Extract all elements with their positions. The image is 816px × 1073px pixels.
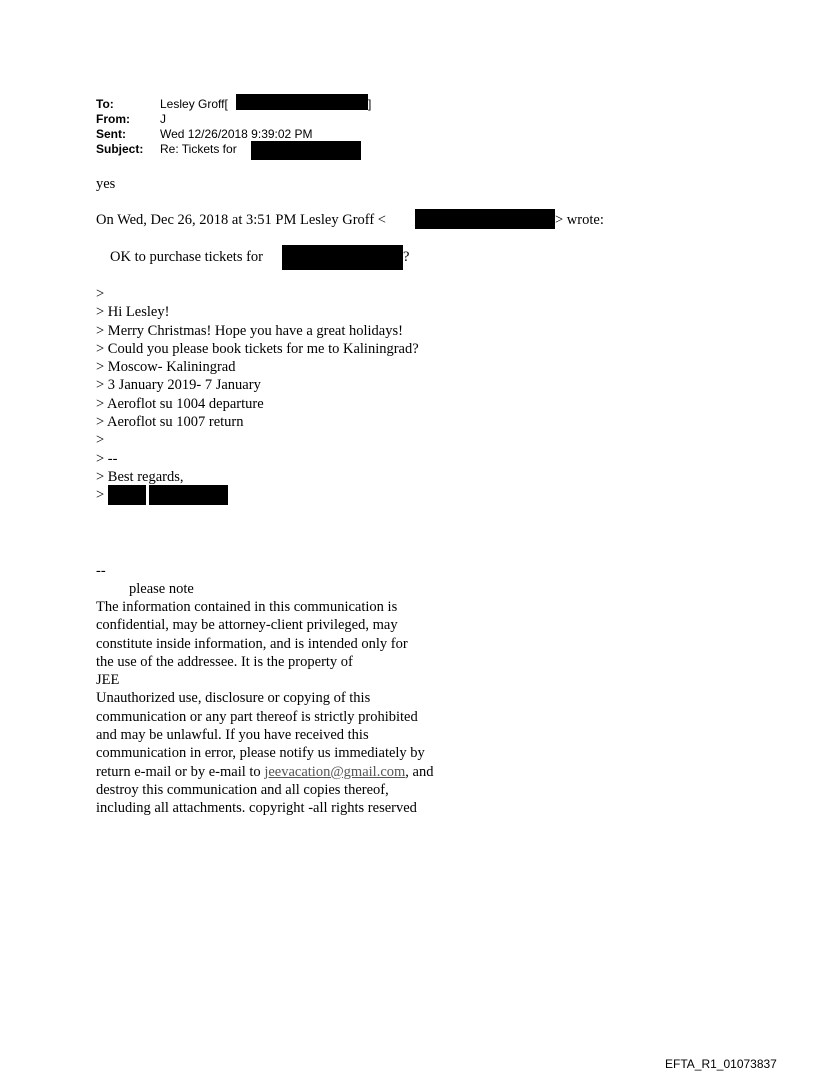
disclaimer-line: communication or any part thereof is strictly prohibited xyxy=(96,708,418,725)
disclaimer-line: communication in error, please notify us immediately by xyxy=(96,745,425,762)
quoted-line: > 3 January 2019- 7 January xyxy=(96,377,261,394)
sent-label: Sent: xyxy=(96,127,126,141)
subject-value: Re: Tickets for xyxy=(160,142,237,156)
quoted-message xyxy=(96,285,419,505)
signature-dashes: -- xyxy=(96,563,106,579)
disclaimer-email-line xyxy=(96,763,433,781)
to-value: Lesley Groff[ xyxy=(160,97,228,111)
quoted-line: > -- xyxy=(96,450,118,467)
quote-intro-tail: > wrote: xyxy=(555,212,604,228)
redaction-to-email xyxy=(236,94,368,110)
disclaimer-line: including all attachments. copyright -all rights reserved xyxy=(96,800,417,817)
quoted-line: > xyxy=(96,286,105,302)
ok-purchase-qmark: ? xyxy=(403,249,410,265)
quoted-line: > xyxy=(96,487,105,504)
disclaimer-line: the use of the addressee. It is the property of xyxy=(96,653,353,670)
document-id: EFTA_R1_01073837 xyxy=(665,1057,777,1071)
quoted-line: > Best regards, xyxy=(96,468,184,485)
from-label: From: xyxy=(96,112,130,126)
email-link[interactable]: jeevacation@gmail.com xyxy=(264,763,406,780)
quoted-line: > Aeroflot su 1004 departure xyxy=(96,395,264,412)
to-label: To: xyxy=(96,97,114,111)
redaction-sender-email xyxy=(415,209,555,229)
redaction-ticket-name xyxy=(282,245,403,270)
quoted-line: > Hi Lesley! xyxy=(96,304,170,321)
disclaimer xyxy=(96,598,433,818)
disclaimer-email-post: , and xyxy=(405,763,434,780)
quoted-line: > Aeroflot su 1007 return xyxy=(96,414,244,431)
quoted-line: > Could you please book tickets for me to Kaliningrad? xyxy=(96,340,419,357)
disclaimer-line: Unauthorized use, disclosure or copying of this xyxy=(96,690,371,707)
quoted-line: > Merry Christmas! Hope you have a great holidays! xyxy=(96,322,403,339)
quoted-line: > Moscow- Kaliningrad xyxy=(96,359,236,376)
disclaimer-line: destroy this communication and all copies thereof, xyxy=(96,781,389,798)
disclaimer-line: The information contained in this communication is xyxy=(96,599,398,615)
redaction-signature-first xyxy=(108,485,146,505)
from-value: J xyxy=(160,112,166,126)
quote-intro: On Wed, Dec 26, 2018 at 3:51 PM Lesley Groff < xyxy=(96,212,386,228)
redaction-subject xyxy=(251,141,361,160)
sent-value: Wed 12/26/2018 9:39:02 PM xyxy=(160,127,313,141)
disclaimer-email-pre: return e-mail or by e-mail to xyxy=(96,763,265,780)
to-close-bracket: ] xyxy=(368,97,372,111)
quoted-line: > xyxy=(96,432,105,449)
reply-text: yes xyxy=(96,176,116,192)
disclaimer-line: JEE xyxy=(96,672,120,689)
disclaimer-line: confidential, may be attorney-client privileged, may xyxy=(96,617,398,634)
subject-label: Subject: xyxy=(96,142,144,156)
signature-note: please note xyxy=(129,581,194,597)
redaction-signature-last xyxy=(149,485,228,505)
ok-purchase-line: OK to purchase tickets for xyxy=(110,249,264,265)
disclaimer-line: and may be unlawful. If you have received this xyxy=(96,727,369,744)
disclaimer-line: constitute inside information, and is intended only for xyxy=(96,635,408,652)
